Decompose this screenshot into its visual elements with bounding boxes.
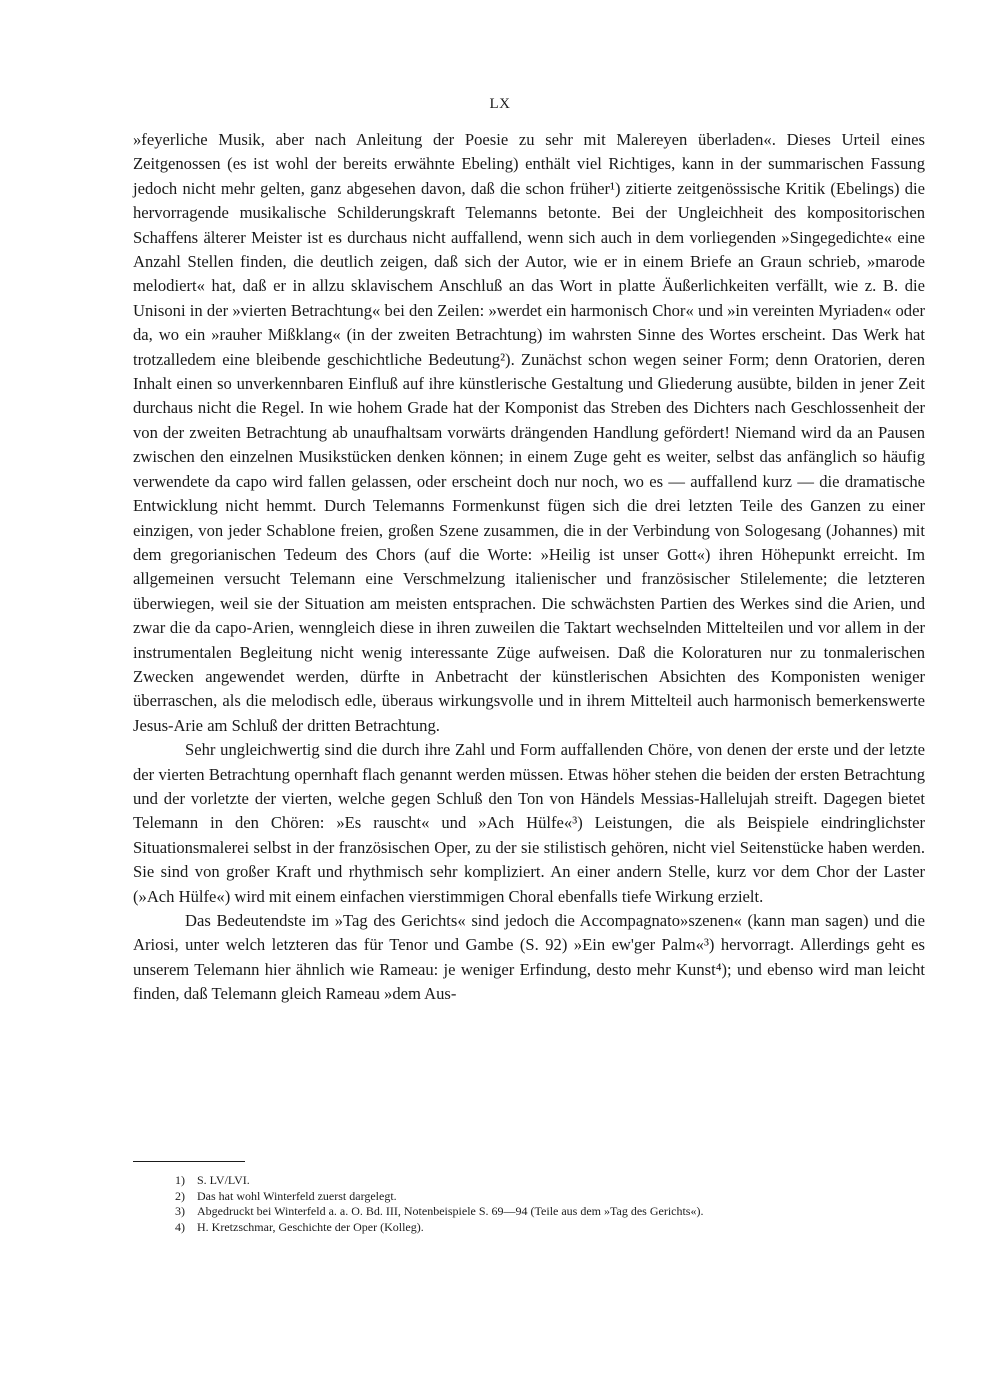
footnote-text: H. Kretzschmar, Geschichte der Oper (Kolleg).: [197, 1219, 424, 1234]
footnote-text: Das hat wohl Winterfeld zuerst dargelegt.: [197, 1188, 397, 1203]
paragraph: »feyerliche Musik, aber nach Anleitung der Poesie zu sehr mit Malereyen überladen«. Dieses Urteil eines Zeitgenossen (es ist wohl der bereits erwähnte Ebeling) enthält viel Richtiges, kann in der summarischen Fassung jedoch nicht mehr gelten, ganz abgesehen davon, daß die schon früher¹) zitierte zeitgenössische Kritik (Ebelings) die hervorragende musikalische Schilderungskraft Telemanns betonte. Bei der Ungleichheit des kompositorischen Schaffens älterer Meister ist es durchaus nicht auffallend, wenn sich auch in dem vorliegenden »Singegedichte« eine Anzahl Stellen finden, die deutlich zeigen, daß sich der Autor, wie er in einem Briefe an Graun schrieb, »marode melodiert« hat, daß er in allzu sklavischem Anschluß an das Wort in platte Äußerlichkeiten verfällt, wie z. B. die Unisoni in der »vierten Betrachtung« bei den Zeilen: »werdet ein harmonisch Chor« und »in vereinten Myriaden« oder da, wo ein »rauher Mißklang« (in der zweiten Betrachtung) im wahrsten Sinne des Wortes erscheint. Das Werk hat trotzalledem eine bleibende geschichtliche Bedeutung²). Zunächst schon wegen seiner Form; denn Oratorien, deren Inhalt einen so unverkennbaren Einfluß auf ihre künstlerische Gestaltung und Gliederung ausübte, bilden in jener Zeit durchaus nicht die Regel. In wie hohem Grade hat der Komponist das Streben des Dichters nach Geschlossenheit der von der zweiten Betrachtung ab unaufhaltsam vorwärts drängenden Handlung gefördert! Niemand wird da an Pausen zwischen den einzelnen Musikstücken denken können; in einem Zuge geht es weiter, selbst das anfänglich so häufig verwendete da capo wird fallen gelassen, oder erscheint doch nur noch, wo es — auffallend kurz — die dramatische Entwicklung nicht hemmt. Durch Telemanns Formenkunst fügen sich die drei letzten Teile des Ganzen zu einer einzigen, von jeder Schablone freien, großen Szene zusammen, die in der Verbindung von Sologesang (Johannes) mit dem gregorianischen Tedeum des Chors (auf die Worte: »Heilig ist unser Gott«) ihren Höhepunkt erreicht. Im allgemeinen versucht Telemann eine Verschmelzung italienischer und französischer Stilelemente; die letzteren überwiegen, weil sie der Situation am meisten entsprachen. Die schwächsten Partien des Werkes sind die Arien, und zwar die da capo-Arien, wenngleich diese in ihren zuweilen die Taktart wechselnden Mittelteilen und vor allem in der instrumentalen Begleitung nicht wenig interessante Züge aufweisen. Daß die Koloraturen nur zu tonmalerischen Zwecken angewendet werden, dürfte in Anbetracht der künstlerischen Absichten des Komponisten weniger überraschen, als die melodisch edle, überaus wirkungsvolle und in ihrem Mittelteil auch harmonisch bemerkenswerte Jesus-Arie am Schluß der dritten Betrachtung.: [133, 130, 925, 735]
footnote: [175, 1220, 935, 1236]
footnote: [175, 1173, 935, 1189]
footnote-mark: 3): [175, 1204, 185, 1218]
footnote-mark: 1): [175, 1173, 185, 1187]
footnote-divider: [133, 1161, 245, 1162]
footnote-mark: 4): [175, 1219, 185, 1234]
footnotes: [175, 1173, 935, 1235]
footnote-text: Abgedruckt bei Winterfeld a. a. O. Bd. III, Notenbeispiele S. 69—94 (Teile aus dem »Tag des Gerichts«).: [197, 1204, 704, 1218]
footnote: [175, 1204, 935, 1220]
paragraph: Sehr ungleichwertig sind die durch ihre Zahl und Form auffallenden Chöre, von denen der erste und der letzte der vierten Betrachtung opernhaft flach genannt werden müssen. Etwas höher stehen die beiden der ersten Betrachtung und der vorletzte der vierten, welche gegen Schluß den Ton von Händels Messias-Hallelujah streift. Dagegen bietet Telemann in den Chören: »Es rauscht« und »Ach Hülfe«³) Leistungen, die als Beispiele eindringlichster Situationsmalerei selbst in der französischen Oper, zu der sie stilistisch gehören, nicht viel Seitenstücke haben werden. Sie sind von großer Kraft und rhythmisch sehr kompliziert. An einer andern Stelle, kurz vor dem Chor der Laster (»Ach Hülfe«) wird mit einem einfachen vierstimmigen Choral ebenfalls tiefe Wirkung erzielt.: [133, 740, 925, 906]
paragraph: Das Bedeutendste im »Tag des Gerichts« sind jedoch die Accompagnato»szenen« (kann man sagen) und die Ariosi, unter welch letzteren das für Tenor und Gambe (S. 92) »Ein ew'ger Palm«³) hervorragt. Allerdings geht es unserem Telemann hier ähnlich wie Rameau: je weniger Erfindung, desto mehr Kunst⁴); und ebenso wird man leicht finden, daß Telemann gleich Rameau »dem Aus-: [133, 911, 925, 1004]
footnote-mark: 2): [175, 1188, 185, 1203]
footnote-text: S. LV/LVI.: [197, 1173, 250, 1187]
footnote: [175, 1189, 935, 1205]
body-text: [133, 128, 925, 1007]
page-number: LX: [489, 96, 511, 112]
